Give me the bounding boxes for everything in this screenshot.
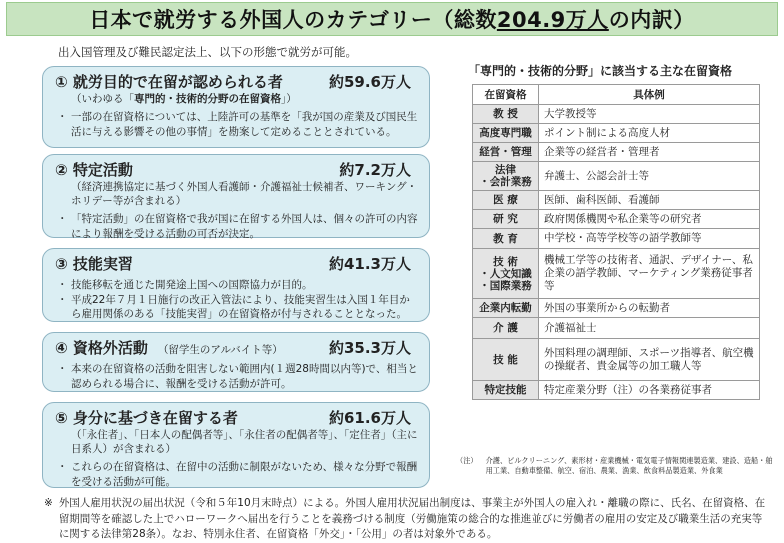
status-cell: 教 授 xyxy=(473,105,539,124)
example-cell: 外国料理の調理師、スポーツ指導者、航空機の操縦者、貴金属等の加工職人等 xyxy=(539,339,760,381)
bullet-item: ・ これらの在留資格は、在留中の活動に制限がないため、様々な分野で報酬を受ける活動が可能。 xyxy=(61,460,419,489)
table-row xyxy=(473,162,760,191)
status-cell: 企業内転勤 xyxy=(473,299,539,318)
table-row xyxy=(473,210,760,229)
example-cell: 企業等の経営者・管理者 xyxy=(539,143,760,162)
category-bullets xyxy=(55,212,419,241)
example-cell: 大学教授等 xyxy=(539,105,760,124)
example-cell: 外国の事業所からの転勤者 xyxy=(539,299,760,318)
bullet-item: ・ 一部の在留資格については、上陸許可の基準を「我が国の産業及び国民生活に与える影響その他の事情」を勘案して定めることとされている。 xyxy=(61,110,419,139)
table-row xyxy=(473,143,760,162)
table-row xyxy=(473,318,760,339)
category-count: 約61.6万人 xyxy=(328,409,411,427)
table-body xyxy=(473,105,760,400)
table-note-text: 介護、ビルクリーニング、素形材・産業機械・電気電子情報関連製造業、建設、造船・舶用工業、自動車整備、航空、宿泊、農業、漁業、飲食料品製造業、外食業 xyxy=(485,456,773,475)
status-cell: 技 術 ・人文知識 ・国際業務 xyxy=(473,249,539,299)
footnote xyxy=(44,496,770,543)
title-prefix: 日本で就労する外国人のカテゴリー（総数 xyxy=(89,8,497,32)
status-cell: 介 護 xyxy=(473,318,539,339)
category-title: ⑤ 身分に基づき在留する者 xyxy=(55,409,238,427)
example-cell: 特定産業分野（注）の各業務従事者 xyxy=(539,381,760,400)
table-row xyxy=(473,124,760,143)
bullet-item: ・ 技能移転を通じた開発途上国への国際協力が目的。 xyxy=(61,278,419,293)
category-note: （いわゆる「専門的・技術的分野の在留資格」） xyxy=(71,93,297,105)
status-cell: 高度専門職 xyxy=(473,124,539,143)
category-subtitle: （留学生のアルバイト等） xyxy=(157,344,283,356)
table-title: 「専門的・技術的分野」に該当する主な在留資格 xyxy=(468,64,733,78)
category-count: 約41.3万人 xyxy=(328,255,411,273)
category-card-1 xyxy=(42,66,430,148)
col-header-status: 在留資格 xyxy=(473,85,539,105)
col-header-example: 具体例 xyxy=(539,85,760,105)
residence-status-table xyxy=(472,84,760,400)
status-cell: 経営・管理 xyxy=(473,143,539,162)
status-cell: 法律 ・会計業務 xyxy=(473,162,539,191)
category-card-2 xyxy=(42,154,430,238)
example-cell: 介護福祉士 xyxy=(539,318,760,339)
bullet-item: ・ 本来の在留資格の活動を阻害しない範囲内(１週28時間以内等)で、相当と認められる場合に、報酬を受ける活動が許可。 xyxy=(61,362,419,391)
status-cell: 特定技能 xyxy=(473,381,539,400)
bullet-item: ・ 平成22年７月１日施行の改正入管法により、技能実習生は入国１年目から雇用関係のある「技能実習」の在留資格が付与されることとなった。 xyxy=(61,293,419,322)
title-suffix: の内訳） xyxy=(608,8,695,32)
title-total: 204.9万人 xyxy=(496,8,609,32)
category-note: （「永住者」、「日本人の配偶者等」、「永住者の配偶者等」、「定住者」（主に日系人）が含まれる） xyxy=(71,429,418,455)
example-cell: ポイント制による高度人材 xyxy=(539,124,760,143)
example-cell: 弁護士、公認会計士等 xyxy=(539,162,760,191)
footnote-text: 外国人雇用状況の届出状況（令和５年10月末時点）による。外国人雇用状況届出制度は、事業主が外国人の雇入れ・離職の際に、氏名、在留資格、在留期間等を確認した上でハローワークへ届出を行うことを義務づける制度（労働施策の総合的な推進並びに労働者の雇用の安定及び職業生活の充実等に関する法律第28条）。なお、特別永住者、在留資格「外交」・「公用」の者は対象外である。 xyxy=(58,497,766,540)
table-note xyxy=(456,456,778,476)
category-bullets xyxy=(55,278,419,322)
category-title: ① 就労目的で在留が認められる者 xyxy=(55,73,283,91)
table-row xyxy=(473,381,760,400)
table-row xyxy=(473,105,760,124)
category-card-5 xyxy=(42,402,430,488)
table-row xyxy=(473,299,760,318)
category-card-3 xyxy=(42,248,430,322)
category-title: ③ 技能実習 xyxy=(55,255,133,273)
table-header-row xyxy=(473,85,760,105)
example-cell: 政府関係機関や私企業等の研究者 xyxy=(539,210,760,229)
example-cell: 機械工学等の技術者、通訳、デザイナー、私企業の語学教師、マーケティング業務従事者等 xyxy=(539,249,760,299)
page-title xyxy=(89,4,695,34)
status-cell: 研 究 xyxy=(473,210,539,229)
category-bullets xyxy=(55,362,419,391)
table-note-mark: （注） xyxy=(456,456,478,465)
table-row xyxy=(473,249,760,299)
table-row xyxy=(473,339,760,381)
category-note: （経済連携協定に基づく外国人看護師・介護福祉士候補者、ワーキング・ホリデー等が含まれる） xyxy=(71,181,418,207)
table-row xyxy=(473,229,760,249)
title-banner xyxy=(6,2,778,36)
table-row xyxy=(473,191,760,210)
category-title: ② 特定活動 xyxy=(55,161,133,179)
category-title: ④ 資格外活動 （留学生のアルバイト等） xyxy=(55,339,283,357)
bullet-item: ・ 「特定活動」の在留資格で我が国に在留する外国人は、個々の許可の内容により報酬を受ける活動の可否が決定。 xyxy=(61,212,419,241)
category-bullets xyxy=(55,110,419,139)
category-count: 約7.2万人 xyxy=(339,161,411,179)
status-cell: 医 療 xyxy=(473,191,539,210)
intro-text: 出入国管理及び難民認定法上、以下の形態で就労が可能。 xyxy=(58,45,357,59)
category-count: 約35.3万人 xyxy=(328,339,411,357)
example-cell: 中学校・高等学校等の語学教師等 xyxy=(539,229,760,249)
category-card-4 xyxy=(42,332,430,392)
status-cell: 技 能 xyxy=(473,339,539,381)
status-cell: 教 育 xyxy=(473,229,539,249)
example-cell: 医師、歯科医師、看護師 xyxy=(539,191,760,210)
category-count: 約59.6万人 xyxy=(328,73,411,91)
category-bullets xyxy=(55,460,419,489)
footnote-mark: ※ xyxy=(44,497,53,509)
